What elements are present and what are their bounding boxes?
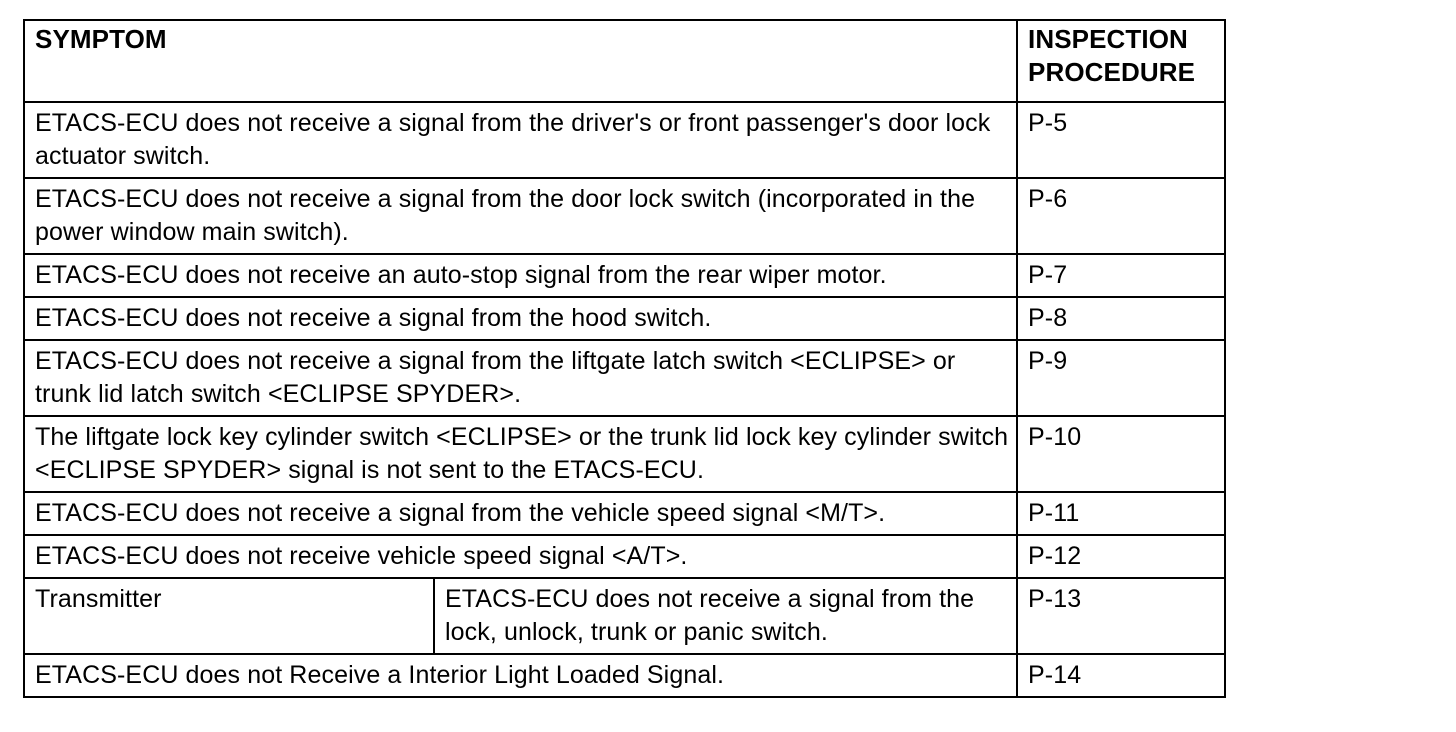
symptom-cell: ETACS-ECU does not receive a signal from the hood switch.: [24, 297, 1017, 340]
header-symptom: SYMPTOM: [24, 20, 1017, 102]
procedure-cell: P-8: [1017, 297, 1225, 340]
procedure-cell: P-12: [1017, 535, 1225, 578]
procedure-cell: P-14: [1017, 654, 1225, 697]
table-row: [24, 297, 1225, 340]
table-row: [24, 254, 1225, 297]
procedure-cell: P-9: [1017, 340, 1225, 416]
table-row: [24, 178, 1225, 254]
table-row: [24, 654, 1225, 697]
table-row: [24, 340, 1225, 416]
table-row: [24, 535, 1225, 578]
procedure-cell: P-13: [1017, 578, 1225, 654]
procedure-cell: P-6: [1017, 178, 1225, 254]
symptom-cell: ETACS-ECU does not receive a signal from the driver's or front passenger's door lock actuator switch.: [24, 102, 1017, 178]
symptom-cell: ETACS-ECU does not receive a signal from the lock, unlock, trunk or panic switch.: [434, 578, 1017, 654]
procedure-cell: P-5: [1017, 102, 1225, 178]
symptom-table: [23, 19, 1226, 698]
symptom-cell: ETACS-ECU does not receive a signal from the vehicle speed signal <M/T>.: [24, 492, 1017, 535]
category-cell: Transmitter: [24, 578, 434, 654]
procedure-cell: P-10: [1017, 416, 1225, 492]
symptom-cell: ETACS-ECU does not receive a signal from the liftgate latch switch <ECLIPSE> or trunk lid latch switch <ECLIPSE SPYDER>.: [24, 340, 1017, 416]
symptom-cell: ETACS-ECU does not receive an auto-stop signal from the rear wiper motor.: [24, 254, 1017, 297]
symptom-cell: ETACS-ECU does not receive a signal from the door lock switch (incorporated in the power window main switch).: [24, 178, 1017, 254]
table-row: [24, 416, 1225, 492]
procedure-cell: P-11: [1017, 492, 1225, 535]
symptom-cell: The liftgate lock key cylinder switch <ECLIPSE> or the trunk lid lock key cylinder switch <ECLIPSE SPYDER> signal is not sent to the ETACS-ECU.: [24, 416, 1017, 492]
symptom-cell: ETACS-ECU does not Receive a Interior Light Loaded Signal.: [24, 654, 1017, 697]
table-row: [24, 578, 1225, 654]
table-header-row: [24, 20, 1225, 102]
procedure-cell: P-7: [1017, 254, 1225, 297]
table-row: [24, 102, 1225, 178]
table-row: [24, 492, 1225, 535]
header-inspection-procedure: INSPECTION PROCEDURE: [1017, 20, 1225, 102]
symptom-cell: ETACS-ECU does not receive vehicle speed signal <A/T>.: [24, 535, 1017, 578]
